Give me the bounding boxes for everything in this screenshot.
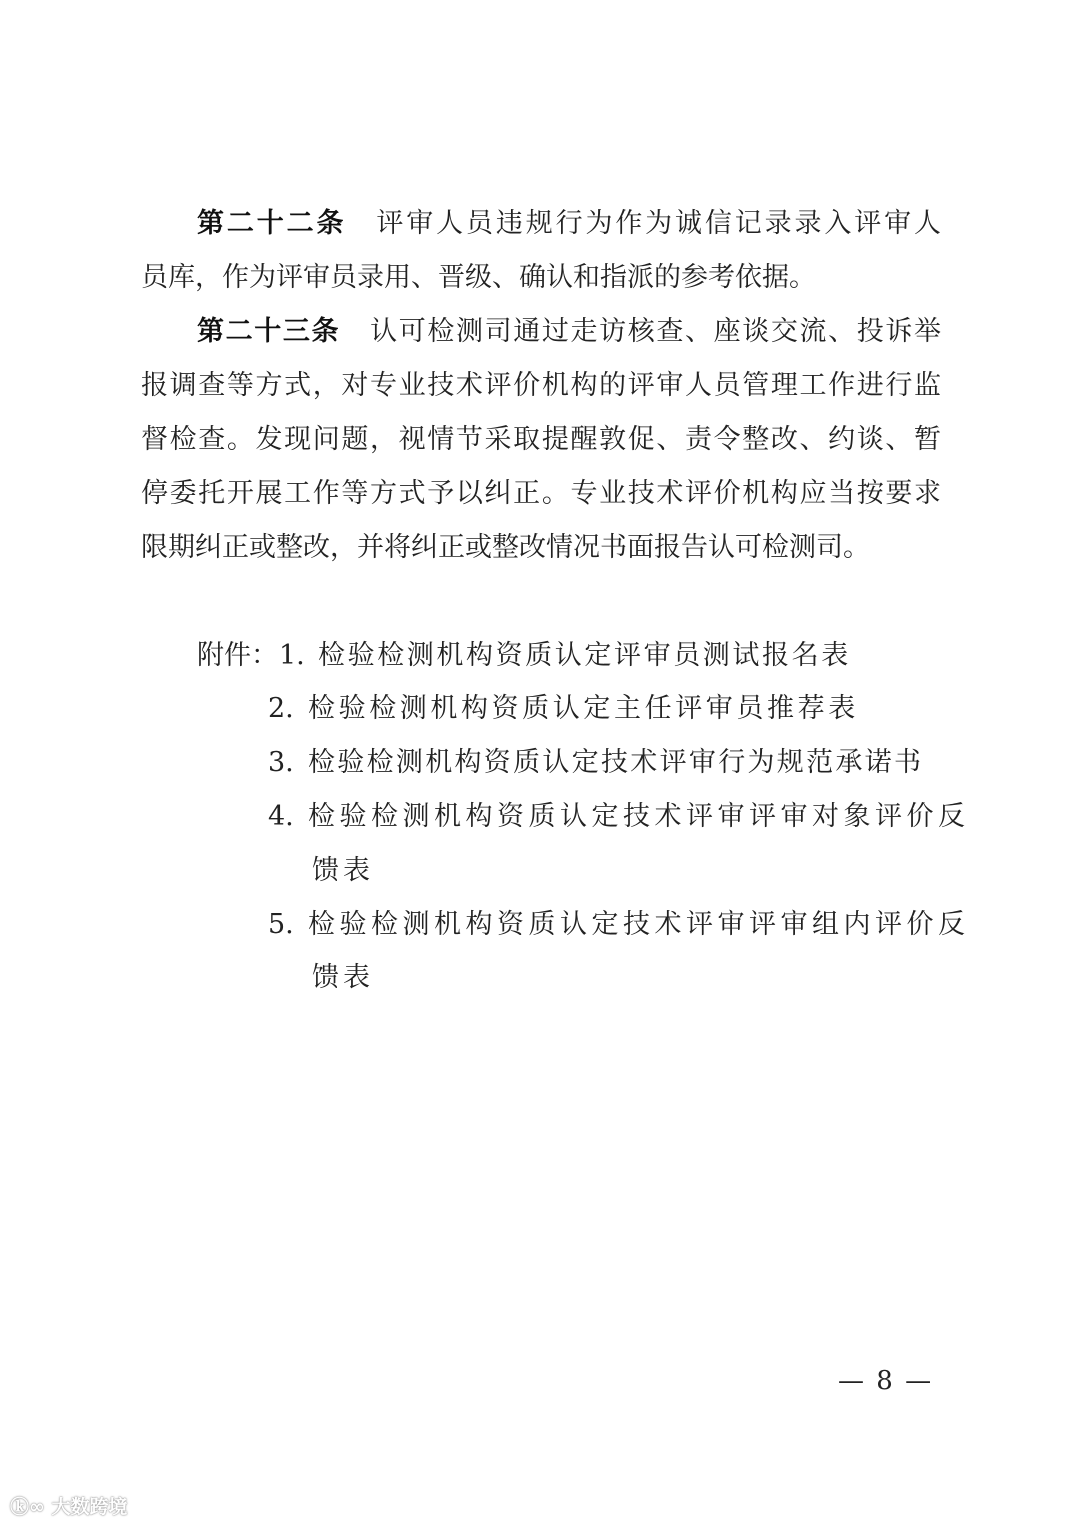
article-23-line-4: 停委托开展工作等方式予以纠正。专业技术评价机构应当按要求 — [141, 478, 941, 509]
article-23-line-5: 限期纠正或整改，并将纠正或整改情况书面报告认可检测司。 — [141, 532, 870, 563]
article-heading: 第二十二条 — [197, 208, 347, 239]
attachment-4: 检验检测机构资质认定技术评审评审对象评价反 — [308, 801, 970, 832]
attachment-3: 检验检测机构资质认定技术评审行为规范承诺书 — [308, 747, 924, 778]
article-heading: 第二十三条 — [197, 316, 341, 347]
article-23-line-3: 督检查。发现问题，视情节采取提醒敦促、责令整改、约谈、暂 — [141, 424, 941, 455]
article-22-line-1 — [197, 206, 941, 242]
attachment-2: 检验检测机构资质认定主任评审员推荐表 — [308, 693, 859, 724]
article-23-line-2: 报调查等方式，对专业技术评价机构的评审人员管理工作进行监 — [141, 370, 941, 401]
attachment-3-num: 3. — [268, 747, 294, 778]
watermark-icon: ⓚ∞ — [10, 1496, 52, 1518]
article-text: 认可检测司通过走访核查、座谈交流、投诉举 — [370, 316, 941, 347]
attachment-5: 检验检测机构资质认定技术评审评审组内评价反 — [308, 909, 970, 940]
page-number: — 8 — — [838, 1366, 934, 1396]
attachment-1-num: 1. — [279, 640, 305, 671]
attachment-4-num: 4. — [268, 801, 294, 832]
attachment-4-cont: 馈表 — [312, 855, 374, 886]
attachment-1: 检验检测机构资质认定评审员测试报名表 — [318, 640, 851, 671]
article-23-line-1 — [197, 314, 941, 350]
attachment-2-num: 2. — [268, 693, 294, 724]
watermark-text: 大数跨境 — [51, 1496, 128, 1518]
watermark-logo — [10, 1492, 127, 1519]
attachment-5-num: 5. — [268, 909, 294, 940]
article-text: 评审人员违规行为作为诚信记录录入评审人 — [376, 208, 942, 239]
attachments-label: 附件： — [197, 640, 278, 671]
article-22-line-2: 员库，作为评审员录用、晋级、确认和指派的参考依据。 — [141, 262, 816, 293]
attachment-5-cont: 馈表 — [312, 962, 374, 993]
